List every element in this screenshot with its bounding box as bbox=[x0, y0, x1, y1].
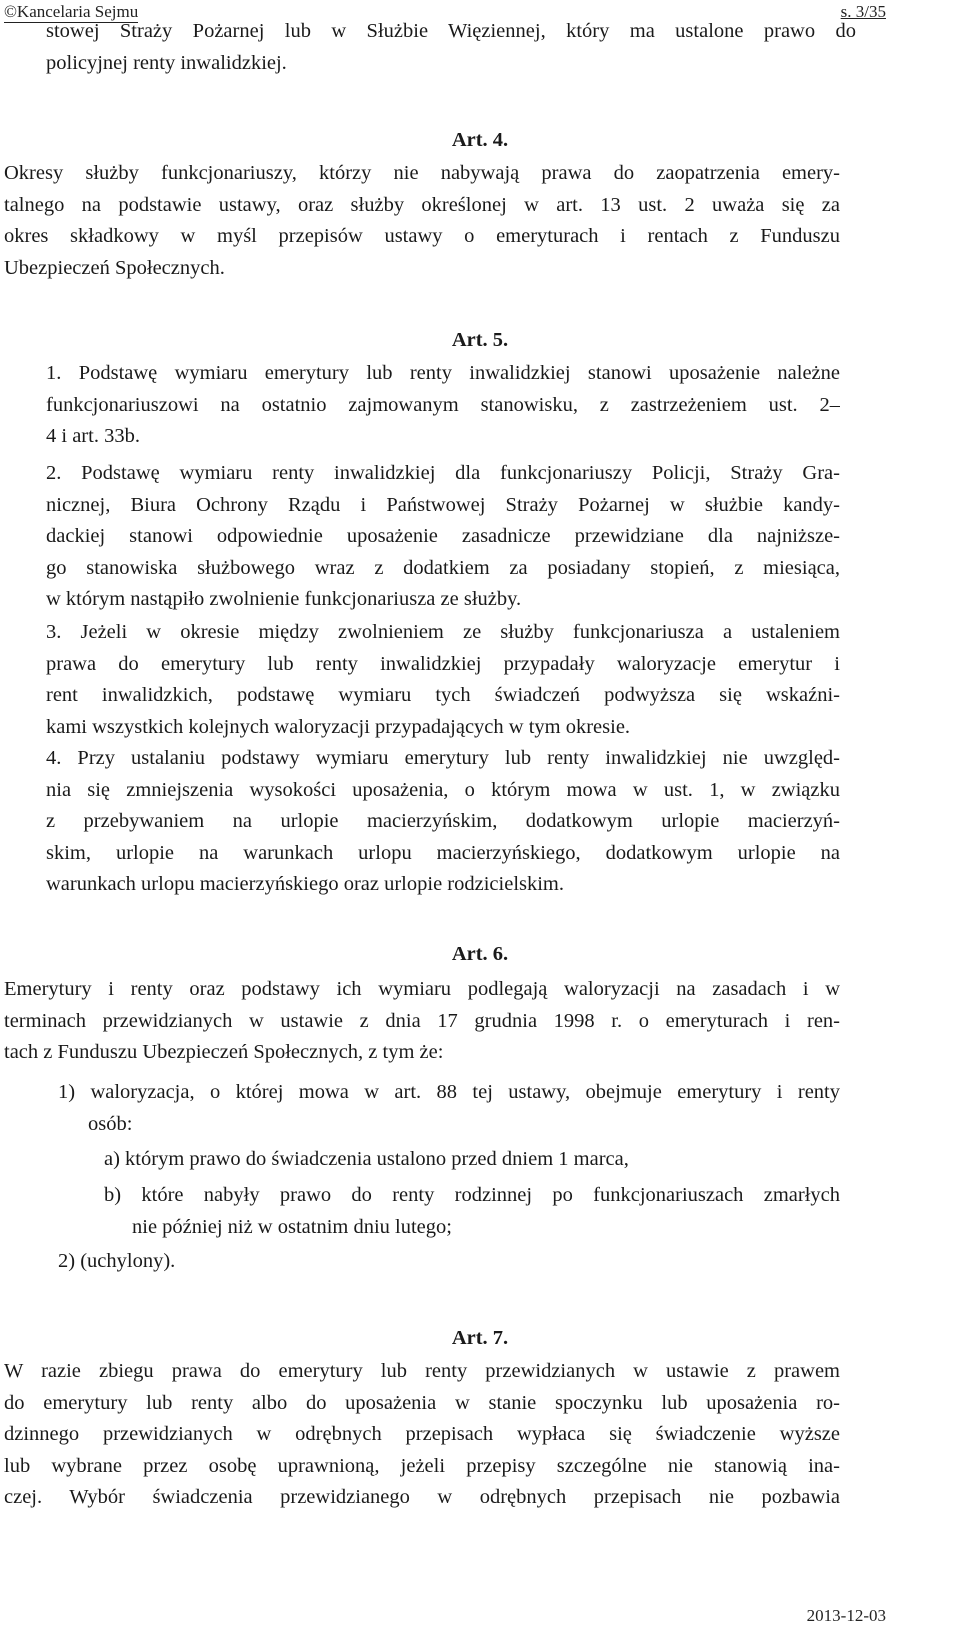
text-line: w którym nastąpiło zwolnienie funkcjonariusza ze służby. bbox=[46, 588, 522, 610]
text-line: W razie zbiegu prawa do emerytury lub renty przewidzianych w ustawie z prawem bbox=[4, 1360, 840, 1382]
text-line: rent inwalidzkich, podstawę wymiaru tych świadczeń podwyższa się wskaźni- bbox=[46, 684, 840, 706]
article-4-paragraph bbox=[4, 158, 840, 284]
text-line: 2) (uchylony). bbox=[58, 1250, 176, 1272]
text-line: nicznej, Biura Ochrony Rządu i Państwowej Straży Pożarnej w służbie kandy- bbox=[46, 493, 840, 516]
text-line: funkcjonariuszowi na ostatnio zajmowanym stanowisku, z zastrzeżeniem ust. 2– bbox=[46, 393, 840, 416]
text-line: dzinnego przewidzianych w odrębnych przepisach wypłaca się świadczenie wyższe bbox=[4, 1423, 840, 1445]
text-line: terminach przewidzianych w ustawie z dnia 17 grudnia 1998 r. o emeryturach i ren- bbox=[4, 1009, 840, 1032]
text-line: osób: bbox=[88, 1112, 133, 1135]
article-6-item-1a bbox=[104, 1144, 840, 1176]
text-line: talnego na podstawie ustawy, oraz służby określonej w art. 13 ust. 2 uważa się za bbox=[4, 193, 840, 216]
text-line: kami wszystkich kolejnych waloryzacji przypadających w tym okresie. bbox=[46, 715, 631, 738]
text-line: 4. Przy ustalaniu podstawy wymiaru emerytury lub renty inwalidzkiej nie uwzględ- bbox=[46, 747, 840, 769]
page-number: s. 3/35 bbox=[840, 2, 886, 21]
text-line: lub wybrane przez osobę uprawnioną, jeżeli przepisy szczególne nie stanowią ina- bbox=[4, 1454, 840, 1477]
text-line: skim, urlopie na warunkach urlopu macierzyńskiego, dodatkowym urlopie na bbox=[46, 841, 840, 864]
text-line: 4 i art. 33b. bbox=[46, 425, 140, 447]
text-line: go stanowiska służbowego wraz z dodatkiem za posiadany stopień, z miesiąca, bbox=[46, 556, 840, 579]
article-5-par-4 bbox=[46, 743, 840, 901]
text-line: 2. Podstawę wymiaru renty inwalidzkiej dla funkcjonariuszy Policji, Straży Gra- bbox=[46, 462, 840, 484]
footer-date: 2013-12-03 bbox=[806, 1606, 886, 1625]
article-6-item-2 bbox=[58, 1246, 840, 1278]
article-6-paragraph bbox=[4, 974, 840, 1069]
article-7-paragraph bbox=[4, 1356, 840, 1514]
text-line: nia się zmniejszenia wysokości uposażenia, o którym mowa w ust. 1, w związku bbox=[46, 778, 840, 801]
article-4-title: Art. 4. bbox=[451, 129, 509, 151]
article-7-title: Art. 7. bbox=[451, 1327, 509, 1349]
text-line: 3. Jeżeli w okresie między zwolnieniem ze służby funkcjonariusza a ustaleniem bbox=[46, 621, 840, 643]
intro-paragraph bbox=[46, 16, 856, 79]
text-line: 1. Podstawę wymiaru emerytury lub renty inwalidzkiej stanowi uposażenie należne bbox=[46, 362, 840, 384]
text-line: czej. Wybór świadczenia przewidzianego w odrębnych przepisach nie pozbawia bbox=[4, 1486, 840, 1508]
text-line: tach z Funduszu Ubezpieczeń Społecznych, z tym że: bbox=[4, 1041, 444, 1063]
text-line: policyjnej renty inwalidzkiej. bbox=[46, 51, 287, 74]
text-line: stowej Straży Pożarnej lub w Służbie Więziennej, który ma ustalone prawo do bbox=[46, 20, 856, 42]
text-line: okres składkowy w myśl przepisów ustawy o emeryturach i rentach z Funduszu bbox=[4, 225, 840, 247]
article-5-par-3 bbox=[46, 617, 840, 743]
text-line: prawa do emerytury lub renty inwalidzkiej przypadały waloryzacje emerytur i bbox=[46, 652, 840, 675]
header-copyright: ©Kancelaria Sejmu bbox=[4, 2, 139, 21]
article-6-title: Art. 6. bbox=[451, 943, 509, 965]
text-line: 1) waloryzacja, o której mowa w art. 88 tej ustawy, obejmuje emerytury i renty bbox=[58, 1081, 840, 1103]
text-line: Okresy służby funkcjonariuszy, którzy nie nabywają prawa do zaopatrzenia emery- bbox=[4, 162, 840, 184]
article-6-item-1 bbox=[58, 1077, 840, 1140]
text-line: z przebywaniem na urlopie macierzyńskim, dodatkowym urlopie macierzyń- bbox=[46, 810, 840, 832]
article-5-par-1 bbox=[46, 358, 840, 453]
text-line: do emerytury lub renty albo do uposażenia w stanie spoczynku lub uposażenia ro- bbox=[4, 1391, 840, 1414]
text-line: dackiej stanowi odpowiednie uposażenie zasadnicze przewidziane dla najniższe- bbox=[46, 525, 840, 547]
text-line: Emerytury i renty oraz podstawy ich wymiaru podlegają waloryzacji na zasadach i w bbox=[4, 978, 840, 1000]
text-line: b) które nabyły prawo do renty rodzinnej po funkcjonariuszach zmarłych bbox=[104, 1184, 840, 1206]
text-line: warunkach urlopu macierzyńskiego oraz urlopie rodzicielskim. bbox=[46, 873, 565, 895]
article-6-item-1b bbox=[104, 1180, 840, 1243]
text-line: nie później niż w ostatnim dniu lutego; bbox=[132, 1215, 452, 1238]
text-line: a) którym prawo do świadczenia ustalono przed dniem 1 marca, bbox=[104, 1148, 629, 1170]
article-5-par-2 bbox=[46, 458, 840, 616]
article-5-title: Art. 5. bbox=[451, 329, 509, 351]
text-line: Ubezpieczeń Społecznych. bbox=[4, 256, 225, 279]
